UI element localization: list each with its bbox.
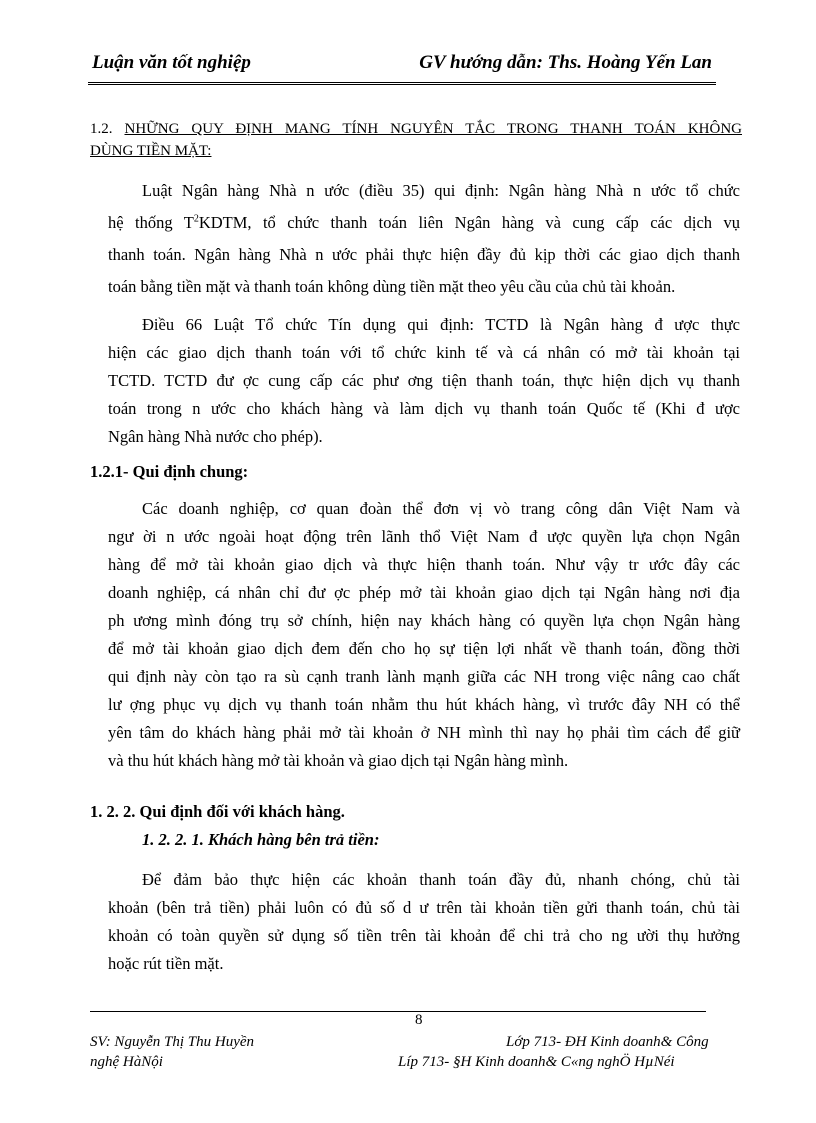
header-thesis-label: Luận văn tốt nghiệp	[92, 52, 251, 73]
para4-line4: hoặc rút tiền mặt.	[108, 954, 224, 973]
para3-line2: ngư ời n ước ngoài hoạt động trên lãnh thổ Việt Nam đ ược quyền lựa chọn Ngân	[108, 527, 740, 546]
page-number: 8	[415, 1012, 423, 1028]
para1-line3: thanh toán. Ngân hàng Nhà n ước phải thực hiện đầy đủ kịp thời các giao dịch thanh	[108, 245, 740, 264]
para3-line8: lư ợng phục vụ dịch vụ thanh toán nhằm thu hút khách hàng, vì trước đây NH có thể	[108, 695, 740, 714]
para3-line9: yên tâm do khách hàng phải mở tài khoản ở NH mình thì nay họ phải tìm cách để giữ	[108, 723, 740, 742]
para2-line2: hiện các giao dịch thanh toán với tổ chức kinh tế và cá nhân có mở tài khoản tại	[108, 343, 740, 362]
para1-line2b: KDTM, tổ chức thanh toán liên Ngân hàng và cung cấp các dịch vụ	[198, 213, 740, 232]
heading-1-2-1: 1.2.1- Qui định chung:	[90, 462, 249, 481]
para1-line2a: hệ thống T	[108, 213, 194, 232]
para3-line10: và thu hút khách hàng mở tài khoản và giao dịch tại Ngân hàng mình.	[108, 751, 569, 770]
footer-student: SV: Nguyễn Thị Thu Huyền	[90, 1034, 255, 1050]
section-title	[90, 118, 742, 162]
footer-student-cont: nghệ HàNội	[90, 1054, 163, 1070]
footer-class: Lớp 713- ĐH Kinh doanh& Công	[506, 1034, 709, 1050]
para2-line5: Ngân hàng Nhà nước cho phép).	[108, 427, 323, 446]
para3-line5: ph ương mình đóng trụ sở chính, hiện nay khách hàng có quyền lựa chọn Ngân hàng	[108, 611, 740, 630]
section-title-text1: NHỮNG QUY ĐỊNH MANG TÍNH NGUYÊN TẮC TRONG THANH TOÁN KHÔNG	[124, 121, 742, 137]
page-header	[92, 52, 712, 82]
section-title-line1	[90, 118, 742, 140]
para3-line6: để mở tài khoản giao dịch đem đến cho họ sự tiện lợi nhất về thanh toán, đồng thời	[108, 639, 740, 658]
para1-line2	[108, 209, 740, 237]
para2-line1: Điều 66 Luật Tổ chức Tín dụng qui định: TCTD là Ngân hàng đ ược thực	[142, 315, 740, 334]
paragraph-1	[108, 177, 740, 301]
para3-line7: qui định này còn tạo ra sù cạnh tranh lành mạnh giữa các NH trong việc nâng cao chất	[108, 667, 740, 686]
header-advisor: GV hướng dẫn: Ths. Hoàng Yến Lan	[419, 52, 712, 73]
para2-line3: TCTD. TCTD đư ợc cung cấp các phư ơng tiện thanh toán, thực hiện dịch vụ thanh	[108, 371, 740, 390]
para3-line3: hàng để mở tài khoản giao dịch và thực hiện thanh toán. Như vậy tr ước đây các	[108, 555, 740, 574]
heading-1-2-2: 1. 2. 2. Qui định đối với khách hàng.	[90, 802, 345, 821]
header-rule	[88, 82, 716, 85]
footer-class-legacy: Líp 713- §H Kinh doanh& C«ng nghÖ HµNéi	[398, 1054, 675, 1070]
para4-line2: khoản (bên trả tiền) phải luôn có đủ số d ư trên tài khoản tiền gửi thanh toán, chủ tài	[108, 898, 740, 917]
para1-sup: 2	[193, 213, 199, 225]
paragraph-2	[108, 311, 740, 451]
section-number: 1.2.	[90, 121, 125, 137]
para3-line4: doanh nghiệp, cá nhân chỉ đư ợc phép mở tài khoản giao dịch tại Ngân hàng nơi địa	[108, 583, 740, 602]
paragraph-3	[108, 495, 740, 775]
para2-line4: toán trong n ước cho khách hàng và làm dịch vụ thanh toán Quốc tế (Khi đ ược	[108, 399, 740, 418]
para4-line3: khoản có toàn quyền sử dụng số tiền trên tài khoản để chi trả cho ng ười thụ hưởng	[108, 926, 740, 945]
section-title-line2: DÙNG TIỀN MẶT:	[90, 143, 212, 159]
subheading-1-2-2-1: 1. 2. 2. 1. Khách hàng bên trả tiền:	[142, 830, 380, 849]
footer-rule	[90, 1011, 706, 1012]
para1-line1: Luật Ngân hàng Nhà n ước (điều 35) qui định: Ngân hàng Nhà n ước tổ chức	[142, 181, 740, 200]
para1-line4: toán bằng tiền mặt và thanh toán không dùng tiền mặt theo yêu cầu của chủ tài khoản.	[108, 277, 676, 296]
paragraph-4	[108, 866, 740, 978]
para3-line1: Các doanh nghiệp, cơ quan đoàn thể đơn vị vò trang công dân Việt Nam và	[142, 499, 740, 518]
para4-line1: Để đảm bảo thực hiện các khoản thanh toán đầy đủ, nhanh chóng, chủ tài	[142, 870, 740, 889]
